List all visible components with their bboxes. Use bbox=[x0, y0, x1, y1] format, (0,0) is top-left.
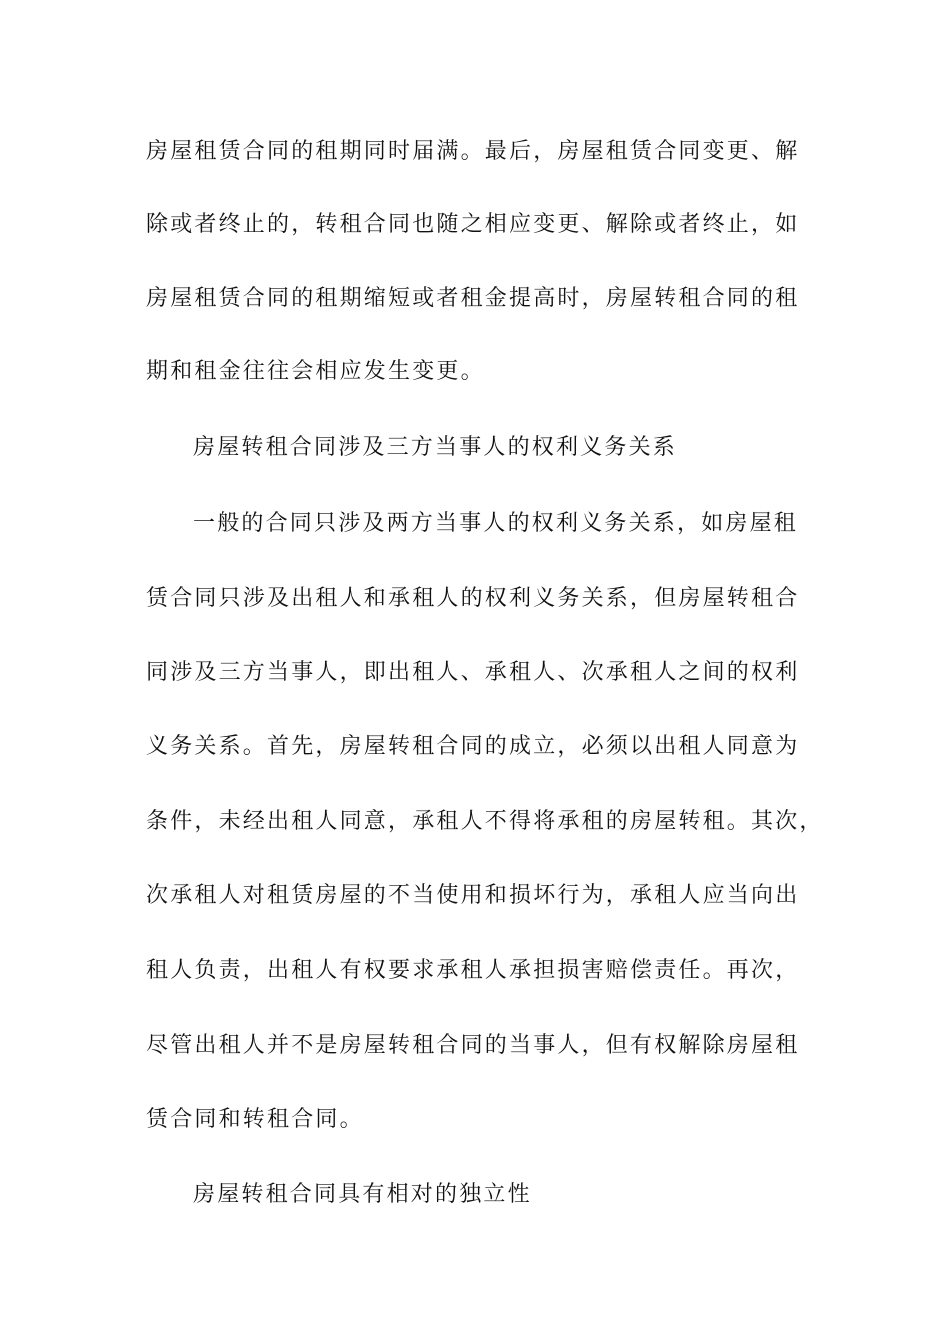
paragraph-line: 房屋租赁合同的租期同时届满。最后，房屋租赁合同变更、解 bbox=[146, 139, 800, 164]
paragraph-line: 房屋租赁合同的租期缩短或者租金提高时，房屋转租合同的租 bbox=[146, 286, 800, 311]
paragraph-line: 租人负责，出租人有权要求承租人承担损害赔偿责任。再次， bbox=[146, 958, 800, 983]
paragraph-line: 赁合同和转租合同。 bbox=[146, 1107, 364, 1132]
section-heading: 房屋转租合同具有相对的独立性 bbox=[193, 1182, 532, 1207]
paragraph-line: 义务关系。首先，房屋转租合同的成立，必须以出租人同意为 bbox=[146, 734, 800, 759]
paragraph-line: 除或者终止的，转租合同也随之相应变更、解除或者终止，如 bbox=[146, 212, 800, 237]
paragraph-line: 期和租金往往会相应发生变更。 bbox=[146, 359, 485, 384]
paragraph-line: 次承租人对租赁房屋的不当使用和损坏行为，承租人应当向出 bbox=[146, 883, 800, 908]
paragraph-line: 尽管出租人并不是房屋转租合同的当事人，但有权解除房屋租 bbox=[146, 1033, 800, 1058]
paragraph-line: 条件，未经出租人同意，承租人不得将承租的房屋转租。其次， bbox=[146, 809, 824, 834]
section-heading: 房屋转租合同涉及三方当事人的权利义务关系 bbox=[193, 435, 678, 460]
paragraph-line: 赁合同只涉及出租人和承租人的权利义务关系，但房屋转租合 bbox=[146, 586, 800, 611]
paragraph-line: 一般的合同只涉及两方当事人的权利义务关系，如房屋租 bbox=[193, 511, 799, 536]
paragraph-line: 同涉及三方当事人，即出租人、承租人、次承租人之间的权利 bbox=[146, 660, 800, 685]
